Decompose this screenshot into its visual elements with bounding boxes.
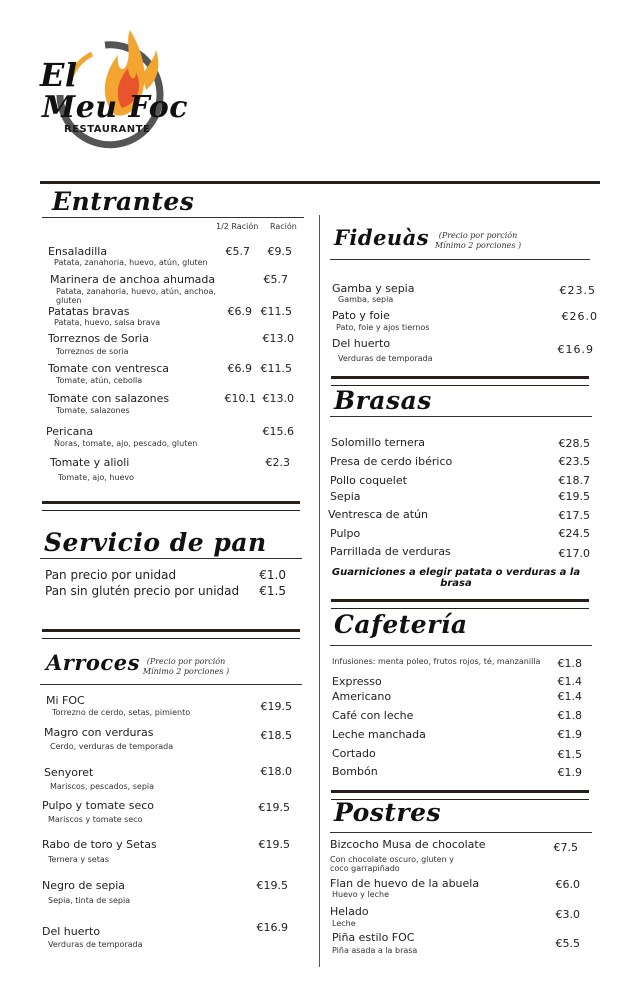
fideuas-note-line2: Mínimo 2 porciones ) xyxy=(434,241,522,250)
top-divider xyxy=(40,181,600,184)
postre-name: Helado xyxy=(330,905,369,918)
logo-line1: El xyxy=(40,56,78,94)
cafe-price: €1.8 xyxy=(557,657,582,670)
postre-name: Flan de huevo de la abuela xyxy=(330,877,480,890)
column-divider xyxy=(319,215,320,967)
arroz-name: Negro de sepia xyxy=(42,879,126,892)
brasa-name: Pulpo xyxy=(330,527,361,540)
fideuas-note-line1: (Precio por porción xyxy=(438,231,518,240)
entrante-half-price: €5.7 xyxy=(225,245,250,258)
fideua-name: Pato y foie xyxy=(332,309,390,322)
arroz-price: €19.5 xyxy=(258,801,290,814)
cafe-price: €1.5 xyxy=(557,748,582,761)
brasas-bottom-divider xyxy=(331,599,589,609)
cafe-name: Americano xyxy=(332,690,392,703)
postre-price: €6.0 xyxy=(555,878,580,891)
fideua-name: Del huerto xyxy=(332,337,391,350)
entrante-name: Torreznos de Soria xyxy=(48,332,149,345)
arroz-name: Rabo de toro y Setas xyxy=(42,838,157,851)
fideua-name: Gamba y sepia xyxy=(332,282,415,295)
postre-price: €7.5 xyxy=(553,841,578,854)
postre-name: Piña estilo FOC xyxy=(332,931,415,944)
cafe-price: €1.9 xyxy=(557,728,582,741)
brasa-price: €28.5 xyxy=(558,437,590,450)
fideua-price: €26.0 xyxy=(561,310,598,323)
fideua-desc: Verduras de temporada xyxy=(338,354,433,363)
entrante-name: Tomate con ventresca xyxy=(48,362,169,375)
restaurant-logo xyxy=(30,20,188,170)
cafe-price: €1.4 xyxy=(557,675,582,688)
entrante-desc: Torreznos de soria xyxy=(56,347,129,356)
postres-underline xyxy=(330,832,592,833)
brasa-name: Presa de cerdo ibérico xyxy=(330,455,453,468)
entrante-full-price: €11.5 xyxy=(260,305,292,318)
entrantes-title: Entrantes xyxy=(52,187,195,216)
fideuas-bottom-divider xyxy=(331,376,589,386)
fideua-price: €16.9 xyxy=(557,343,594,356)
postre-desc: Piña asada a la brasa xyxy=(332,946,418,955)
arroz-price: €19.5 xyxy=(256,879,288,892)
cafeteria-underline xyxy=(330,645,592,646)
arroz-price: €19.5 xyxy=(260,700,292,713)
arroz-price: €18.5 xyxy=(260,729,292,742)
entrante-name: Marinera de anchoa ahumada xyxy=(50,273,216,286)
entrante-name: Pericana xyxy=(46,425,94,438)
postre-price: €3.0 xyxy=(555,908,580,921)
guarniciones-line1: Guarniciones a elegir patata o verduras a la xyxy=(331,567,581,578)
entrante-half-price: €10.1 xyxy=(224,392,256,405)
fideuas-title: Fideuàs xyxy=(334,225,430,250)
arroz-desc: Ternera y setas xyxy=(48,855,109,864)
entrante-half-price: €6.9 xyxy=(227,362,252,375)
arroz-price: €19.5 xyxy=(258,838,290,851)
guarniciones-note xyxy=(326,567,586,589)
brasas-underline xyxy=(330,416,592,417)
entrante-full-price: €13.0 xyxy=(262,392,294,405)
pan-item-price: €1.5 xyxy=(259,584,286,598)
cafe-name: Café con leche xyxy=(332,709,414,722)
fideua-desc: Pato, foie y ajos tiernos xyxy=(336,323,430,332)
entrante-desc: Ñoras, tomate, ajo, pescado, gluten xyxy=(54,439,198,448)
entrante-full-price: €9.5 xyxy=(267,245,292,258)
entrante-full-price: €13.0 xyxy=(262,332,294,345)
entrante-full-price: €5.7 xyxy=(263,273,288,286)
brasa-name: Pollo coquelet xyxy=(330,474,407,487)
cafe-price: €1.9 xyxy=(557,766,582,779)
postre-desc xyxy=(330,855,454,873)
postre-desc-line1: Con chocolate oscuro, gluten y xyxy=(330,855,454,864)
brasa-price: €17.5 xyxy=(558,509,590,522)
logo-line3: RESTAURANTE xyxy=(64,124,151,135)
postre-name: Bizcocho Musa de chocolate xyxy=(330,838,486,851)
brasa-price: €18.7 xyxy=(558,474,590,487)
entrante-half-price: €6.9 xyxy=(227,305,252,318)
brasa-price: €19.5 xyxy=(558,490,590,503)
arroces-underline xyxy=(40,684,302,685)
brasas-title: Brasas xyxy=(334,386,432,415)
entrante-desc: Tomate, ajo, huevo xyxy=(58,473,135,482)
arroces-note-line2: Mínimo 2 porciones ) xyxy=(142,667,230,676)
pan-item-name: Pan precio por unidad xyxy=(45,568,177,582)
arroz-desc: Mariscos y tomate seco xyxy=(48,815,143,824)
brasa-name: Parrillada de verduras xyxy=(330,545,451,558)
postre-desc: Leche xyxy=(332,919,356,928)
cafe-name: Expresso xyxy=(332,675,382,688)
arroz-name: Mi FOC xyxy=(46,694,85,707)
brasa-price: €17.0 xyxy=(558,547,590,560)
brasa-name: Solomillo ternera xyxy=(331,436,426,449)
entrante-full-price: €2.3 xyxy=(265,456,290,469)
pan-title: Servicio de pan xyxy=(44,528,267,557)
entrante-full-price: €15.6 xyxy=(262,425,294,438)
arroz-name: Pulpo y tomate seco xyxy=(42,799,155,812)
arroces-note-line1: (Precio por porción xyxy=(146,657,226,666)
postres-title: Postres xyxy=(334,798,442,827)
arroz-desc: Mariscos, pescados, sepia xyxy=(50,782,155,791)
cafe-name: Cortado xyxy=(332,747,376,760)
arroz-desc: Torrezno de cerdo, setas, pimiento xyxy=(52,708,191,717)
pan-item-price: €1.0 xyxy=(259,568,286,582)
col-half-header: 1/2 Ración xyxy=(216,222,259,231)
arroz-price: €16.9 xyxy=(256,921,288,934)
arroz-name: Magro con verduras xyxy=(44,726,154,739)
arroces-note xyxy=(136,657,236,677)
entrante-name: Tomate con salazones xyxy=(48,392,170,405)
entrante-name: Patatas bravas xyxy=(48,305,130,318)
fideua-desc: Gamba, sepia xyxy=(338,295,394,304)
postre-desc: Huevo y leche xyxy=(332,890,389,899)
pan-underline xyxy=(40,558,302,559)
fideuas-underline xyxy=(330,259,590,260)
entrante-name: Tomate y alioli xyxy=(50,456,130,469)
entrante-name: Ensaladilla xyxy=(48,245,108,258)
entrantes-bottom-divider xyxy=(42,501,300,511)
pan-bottom-divider xyxy=(42,629,300,639)
entrante-desc: Patata, huevo, salsa brava xyxy=(54,318,161,327)
pan-item-name: Pan sin glutén precio por unidad xyxy=(45,584,240,598)
cafeteria-title: Cafetería xyxy=(334,610,468,639)
cafe-name: Bombón xyxy=(332,765,378,778)
guarniciones-line2: brasa xyxy=(440,578,472,589)
arroz-desc: Sepia, tinta de sepia xyxy=(48,896,131,905)
entrante-full-price: €11.5 xyxy=(260,362,292,375)
logo-line2: Meu Foc xyxy=(42,90,188,125)
postre-desc-line2: coco garrapiñado xyxy=(330,864,400,873)
entrante-desc: Tomate, atún, cebolla xyxy=(56,376,143,385)
brasa-name: Ventresca de atún xyxy=(328,508,429,521)
cafe-name: Leche manchada xyxy=(332,728,426,741)
arroz-desc: Verduras de temporada xyxy=(48,940,143,949)
arroz-price: €18.0 xyxy=(260,765,292,778)
arroz-name: Del huerto xyxy=(42,925,101,938)
brasa-price: €24.5 xyxy=(558,527,590,540)
fideuas-note xyxy=(428,231,528,251)
cafe-price: €1.8 xyxy=(557,709,582,722)
col-full-header: Ración xyxy=(270,222,297,231)
arroz-desc: Cerdo, verduras de temporada xyxy=(50,742,174,751)
entrantes-underline xyxy=(42,217,304,218)
fideua-price: €23.5 xyxy=(559,284,596,297)
entrante-desc: Tomate, salazones xyxy=(56,406,130,415)
brasa-name: Sepia xyxy=(330,490,361,503)
brasa-price: €23.5 xyxy=(558,455,590,468)
cafe-name: Infusiones: menta poleo, frutos rojos, té, manzanilla xyxy=(332,657,541,666)
arroz-name: Senyoret xyxy=(44,766,94,779)
arroces-title: Arroces xyxy=(46,650,140,675)
cafe-price: €1.4 xyxy=(557,690,582,703)
entrante-desc: Patata, zanahoria, huevo, atún, gluten xyxy=(54,258,208,267)
postre-price: €5.5 xyxy=(555,937,580,950)
entrante-desc: Patata, zanahoria, huevo, atún, anchoa, gluten xyxy=(56,287,216,305)
